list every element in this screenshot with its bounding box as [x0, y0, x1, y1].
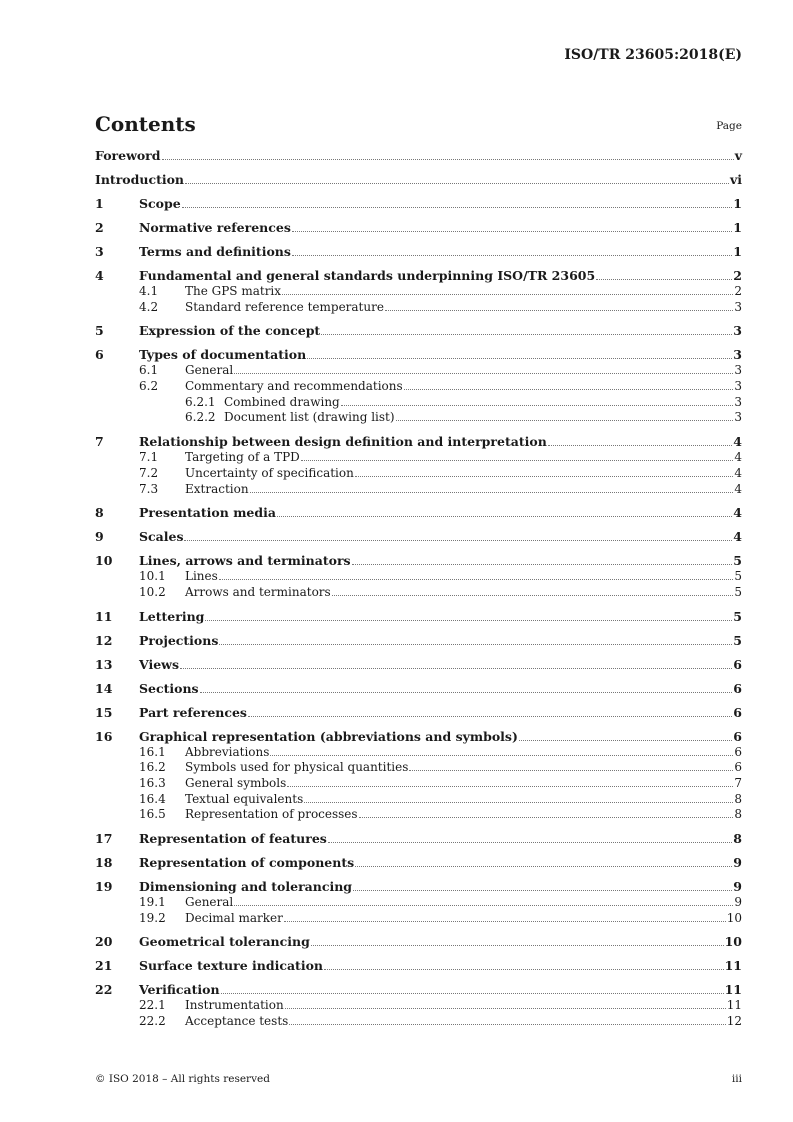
dot-leader [200, 692, 733, 693]
toc-entry[interactable] [95, 244, 742, 260]
toc-entry-page: 10 [724, 934, 742, 950]
dot-leader [234, 373, 733, 374]
dot-leader [221, 993, 724, 994]
toc-entry-title: Types of documentation [139, 347, 307, 363]
toc-entry[interactable] [95, 347, 742, 363]
toc-entry-title: Extraction [185, 481, 249, 496]
toc-entry-number: 16.3 [139, 775, 166, 790]
toc-entry-title: Lines, arrows and terminators [139, 553, 351, 569]
toc-entry-page: 3 [733, 347, 742, 363]
toc-entry[interactable] [95, 363, 742, 379]
toc-entry-page: 9 [734, 895, 742, 909]
toc-entry-number: 15 [95, 704, 113, 720]
toc-entry-title: Uncertainty of specification [185, 465, 354, 480]
page-number: iii [731, 1073, 742, 1085]
footer [95, 1073, 742, 1085]
toc-entry-title: Terms and definitions [139, 244, 291, 259]
dot-leader [355, 476, 734, 477]
toc-entry[interactable] [95, 760, 742, 776]
toc-entry-page: 4 [733, 529, 742, 545]
toc-entry-page: 7 [734, 775, 742, 790]
toc-entry-title: Expression of the concept [139, 323, 321, 339]
toc-entry-title: Standard reference temperature [185, 299, 384, 314]
toc-entry-title: Fundamental and general standards underpinning ISO/TR 23605 [139, 268, 596, 283]
toc-entry-title: General [185, 363, 234, 378]
toc-entry-title: Graphical representation (abbreviations and symbols) [139, 728, 518, 744]
toc-entry[interactable] [95, 911, 742, 927]
toc-entry-title: Sections [139, 680, 199, 696]
toc-entry-number: 10.2 [139, 584, 166, 599]
toc-entry[interactable] [95, 196, 742, 212]
toc-entry-page: 8 [733, 831, 742, 846]
dot-leader [352, 564, 733, 565]
toc-entry[interactable] [95, 569, 742, 585]
toc-entry[interactable] [95, 633, 742, 649]
toc-entry-number: 20 [95, 934, 113, 950]
dot-leader [185, 183, 729, 184]
toc-entry-title: Scales [139, 529, 184, 545]
dot-leader [287, 786, 733, 787]
toc-entry-title: Targeting of a TPD [185, 450, 300, 465]
toc-entry-title: Introduction [95, 172, 185, 187]
toc-entry[interactable] [95, 982, 742, 998]
toc-entry-page: 6 [733, 728, 742, 744]
dot-leader [332, 595, 734, 596]
dot-leader [205, 620, 732, 621]
dot-leader [396, 420, 734, 421]
dot-leader [548, 445, 733, 446]
toc-entry-number: 10.1 [139, 569, 166, 584]
toc-entry-page: 9 [733, 855, 742, 870]
toc-entry-title: Geometrical tolerancing [139, 934, 310, 950]
dot-leader [301, 460, 734, 461]
toc-entry-title: Symbols used for physical quantities [185, 760, 409, 775]
toc-entry[interactable] [95, 998, 742, 1014]
toc-entry[interactable] [95, 410, 742, 426]
toc-entry[interactable] [95, 895, 742, 911]
copyright-notice: © ISO 2018 – All rights reserved [95, 1073, 270, 1085]
toc-entry[interactable] [95, 284, 742, 300]
toc-entry[interactable] [95, 934, 742, 950]
dot-leader [355, 866, 732, 867]
toc-entry-title: Relationship between design definition and interpretation [139, 434, 547, 450]
toc-entry-number: 11 [95, 608, 113, 624]
toc-entry[interactable] [95, 268, 742, 284]
toc-entry-title: Acceptance tests [185, 1014, 289, 1029]
toc-entry-page: 1 [733, 244, 742, 259]
toc-entry-number: 7 [95, 434, 104, 450]
toc-entry-page: vi [729, 172, 742, 187]
toc-entry[interactable] [95, 553, 742, 569]
toc-entry-number: 6.2 [139, 379, 159, 394]
toc-entry-number: 16 [95, 728, 113, 744]
toc-entry[interactable] [95, 705, 742, 721]
toc-entry-number: 16.4 [139, 791, 166, 806]
dot-leader [282, 294, 733, 295]
dot-leader [285, 1008, 726, 1009]
dot-leader [353, 890, 732, 891]
toc-entry-page: 8 [734, 807, 742, 822]
toc-entry-page: v [734, 148, 742, 163]
toc-entry-page: 4 [734, 481, 742, 496]
dot-leader [182, 207, 733, 208]
toc-entry-page: 6 [734, 760, 742, 775]
document-id-header: ISO/TR 23605:2018(E) [564, 47, 742, 63]
dot-leader [219, 644, 732, 645]
dot-leader [328, 842, 732, 843]
toc-entry-page: 1 [733, 220, 742, 235]
toc-entry-page: 3 [733, 323, 742, 339]
page-column-label: Page [716, 120, 742, 132]
toc-entry-number: 7.2 [139, 465, 159, 480]
dot-leader [248, 716, 732, 717]
toc-entry-page: 5 [734, 569, 742, 584]
dot-leader [270, 755, 733, 756]
toc-entry-number: 22.2 [139, 1014, 166, 1029]
toc-entry-number: 13 [95, 656, 113, 672]
toc-entry-page: 6 [733, 704, 742, 720]
toc-entry-page: 6 [733, 656, 742, 672]
toc-entry-page: 6 [734, 744, 742, 759]
toc-entry-number: 6.2.1 [185, 394, 216, 409]
toc-entry-title: Presentation media [139, 505, 276, 521]
dot-leader [289, 1024, 725, 1025]
dot-leader [234, 905, 733, 906]
toc-entry-page: 9 [733, 879, 742, 894]
toc-entry-title: Foreword [95, 148, 161, 163]
dot-leader [292, 255, 732, 256]
toc-entry-title: General symbols [185, 775, 287, 790]
dot-leader [324, 969, 724, 970]
page-title: Contents [95, 112, 196, 136]
toc-entry-title: Views [139, 656, 179, 672]
toc-entry[interactable] [95, 776, 742, 792]
toc-entry-title: Part references [139, 704, 247, 720]
toc-entry[interactable] [95, 466, 742, 482]
toc-entry-page: 1 [733, 196, 742, 211]
toc-entry-number: 19.1 [139, 895, 166, 909]
toc-entry-title: The GPS matrix [185, 284, 282, 298]
toc-entry-number: 16.1 [139, 744, 166, 759]
dot-leader [359, 817, 734, 818]
toc-entry-page: 11 [724, 958, 742, 974]
toc-entry[interactable] [95, 855, 742, 871]
toc-entry[interactable] [95, 745, 742, 761]
toc-entry-number: 22.1 [139, 998, 166, 1013]
toc-entry[interactable] [95, 300, 742, 316]
dot-leader [284, 921, 726, 922]
toc-entry-page: 4 [733, 505, 742, 521]
toc-entry[interactable] [95, 831, 742, 847]
toc-entry-page: 6 [733, 680, 742, 696]
dot-leader [519, 740, 732, 741]
toc-entry-page: 3 [734, 299, 742, 314]
dot-leader [307, 358, 732, 359]
toc-entry-title: Abbreviations [185, 744, 270, 759]
toc-entry-page: 3 [734, 394, 742, 409]
toc-entry-page: 4 [734, 465, 742, 480]
toc-entry-title: Lettering [139, 608, 205, 624]
toc-entry[interactable] [95, 323, 742, 339]
toc-entry[interactable] [95, 958, 742, 974]
toc-entry-number: 17 [95, 831, 113, 846]
toc-entry-page: 5 [733, 553, 742, 569]
dot-leader [180, 668, 732, 669]
dot-leader [304, 802, 733, 803]
toc-entry[interactable] [95, 1014, 742, 1030]
toc-entry-page: 10 [726, 910, 742, 925]
toc-entry-title: Scope [139, 196, 181, 211]
toc-entry[interactable] [95, 681, 742, 697]
toc-entry-number: 18 [95, 855, 113, 870]
toc-entry-page: 11 [724, 982, 742, 998]
toc-entry-number: 9 [95, 529, 104, 545]
toc-entry-page: 4 [734, 450, 742, 465]
toc-entry-number: 6 [95, 347, 104, 363]
dot-leader [277, 516, 732, 517]
toc-entry-number: 6.1 [139, 363, 159, 378]
toc-entry-number: 12 [95, 632, 113, 648]
toc-entry[interactable] [95, 609, 742, 625]
toc-entry-number: 16.2 [139, 760, 166, 775]
toc-entry-number: 4.1 [139, 284, 159, 298]
dot-leader [596, 279, 732, 280]
toc-entry-number: 7.3 [139, 481, 159, 496]
toc-entry-title: General [185, 895, 234, 909]
dot-leader [292, 231, 732, 232]
toc-entry-number: 7.1 [139, 450, 159, 465]
toc-entry[interactable] [95, 379, 742, 395]
dot-leader [409, 770, 733, 771]
toc-entry-title: Instrumentation [185, 998, 284, 1013]
toc-entry-page: 5 [734, 584, 742, 599]
toc-entry-title: Lines [185, 569, 218, 584]
toc-entry[interactable] [95, 792, 742, 808]
dot-leader [219, 579, 734, 580]
toc-entry-title: Commentary and recommendations [185, 379, 403, 394]
toc-entry-title: Surface texture indication [139, 958, 324, 974]
toc-entry[interactable] [95, 585, 742, 601]
dot-leader [341, 405, 734, 406]
toc-entry[interactable] [95, 450, 742, 466]
toc-entry[interactable] [95, 657, 742, 673]
toc-entry[interactable] [95, 482, 742, 498]
toc-entry-title: Decimal marker [185, 910, 283, 925]
dot-leader [404, 389, 734, 390]
toc-entry[interactable] [95, 879, 742, 895]
toc-entry-title: Document list (drawing list) [224, 410, 395, 425]
toc-entry-number: 2 [95, 220, 104, 235]
toc-entry-title: Dimensioning and tolerancing [139, 879, 353, 894]
dot-leader [311, 945, 724, 946]
toc-entry-page: 5 [733, 608, 742, 624]
toc-entry-title: Combined drawing [224, 394, 340, 409]
table-of-contents [95, 148, 742, 1030]
toc-entry-title: Representation of features [139, 831, 327, 846]
toc-entry-number: 5 [95, 323, 104, 339]
toc-entry-page: 8 [734, 791, 742, 806]
toc-entry-page: 4 [733, 434, 742, 450]
toc-entry-title: Verification [139, 982, 220, 998]
dot-leader [162, 159, 734, 160]
dot-leader [250, 492, 734, 493]
dot-leader [385, 310, 733, 311]
toc-entry-title: Textual equivalents [185, 791, 304, 806]
toc-entry[interactable] [95, 395, 742, 411]
toc-entry-page: 2 [733, 268, 742, 283]
toc-entry-number: 3 [95, 244, 104, 259]
toc-entry-number: 19 [95, 879, 113, 894]
toc-entry-number: 6.2.2 [185, 410, 216, 425]
toc-entry-title: Representation of components [139, 855, 355, 870]
toc-entry-number: 19.2 [139, 910, 166, 925]
toc-entry-title: Normative references [139, 220, 291, 235]
toc-entry-title: Representation of processes [185, 807, 358, 822]
toc-entry[interactable] [95, 148, 742, 164]
toc-entry-page: 3 [734, 363, 742, 378]
toc-entry-number: 4.2 [139, 299, 159, 314]
toc-entry-page: 5 [733, 632, 742, 648]
toc-entry-title: Projections [139, 632, 219, 648]
toc-entry[interactable] [95, 172, 742, 188]
toc-entry-page: 11 [726, 998, 742, 1013]
dot-leader [321, 334, 732, 335]
toc-entry[interactable] [95, 529, 742, 545]
toc-entry[interactable] [95, 807, 742, 823]
toc-entry[interactable] [95, 505, 742, 521]
toc-entry-page: 3 [734, 379, 742, 394]
toc-entry-number: 22 [95, 982, 113, 998]
toc-entry[interactable] [95, 729, 742, 745]
toc-entry-number: 10 [95, 553, 113, 569]
toc-entry-number: 16.5 [139, 807, 166, 822]
toc-entry-number: 14 [95, 680, 113, 696]
toc-entry-title: Arrows and terminators [185, 584, 331, 599]
toc-entry-number: 8 [95, 505, 104, 521]
toc-entry-page: 12 [726, 1014, 742, 1029]
toc-entry-page: 2 [734, 284, 742, 298]
toc-entry[interactable] [95, 220, 742, 236]
toc-entry-number: 4 [95, 268, 104, 283]
toc-entry-number: 21 [95, 958, 113, 974]
dot-leader [184, 540, 732, 541]
toc-entry-number: 1 [95, 196, 104, 211]
toc-entry[interactable] [95, 434, 742, 450]
toc-entry-page: 3 [734, 410, 742, 425]
